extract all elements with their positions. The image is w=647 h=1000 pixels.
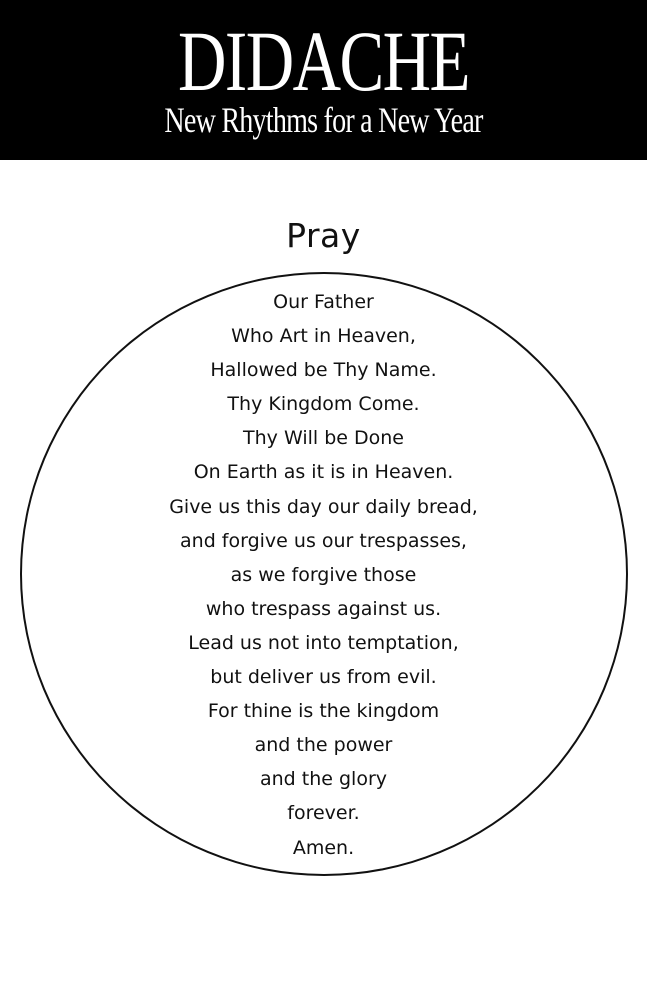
prayer-line: Our Father	[273, 291, 374, 313]
prayer-line: and the glory	[259, 768, 388, 791]
page-title: Pray	[286, 216, 361, 256]
header-banner	[0, 0, 647, 160]
prayer-line: Hallowed be Thy Name.	[210, 359, 437, 382]
prayer-line: Lead us not into temptation,	[188, 631, 459, 654]
prayer-line: Thy Kingdom Come.	[227, 393, 420, 416]
prayer-line: and the power	[254, 734, 393, 757]
prayer-line: Who Art in Heaven,	[231, 325, 416, 348]
prayer-line: but deliver us from evil.	[210, 666, 437, 689]
brand-title: DIDACHE	[178, 13, 469, 109]
prayer-line: Give us this day our daily bread,	[169, 495, 478, 518]
prayer-line: For thine is the kingdom	[207, 700, 440, 723]
prayer-line: forever.	[287, 802, 360, 825]
prayer-line: On Earth as it is in Heaven.	[193, 461, 454, 484]
prayer-text	[0, 285, 647, 865]
prayer-line: Thy Will be Done	[243, 427, 404, 450]
prayer-line: who trespass against us.	[205, 597, 442, 620]
prayer-line: and forgive us our trespasses,	[180, 529, 467, 552]
brand-tagline: New Rhythms for a New Year	[164, 100, 483, 140]
prayer-line: Amen.	[292, 836, 355, 859]
prayer-line: as we forgive those	[230, 563, 417, 586]
